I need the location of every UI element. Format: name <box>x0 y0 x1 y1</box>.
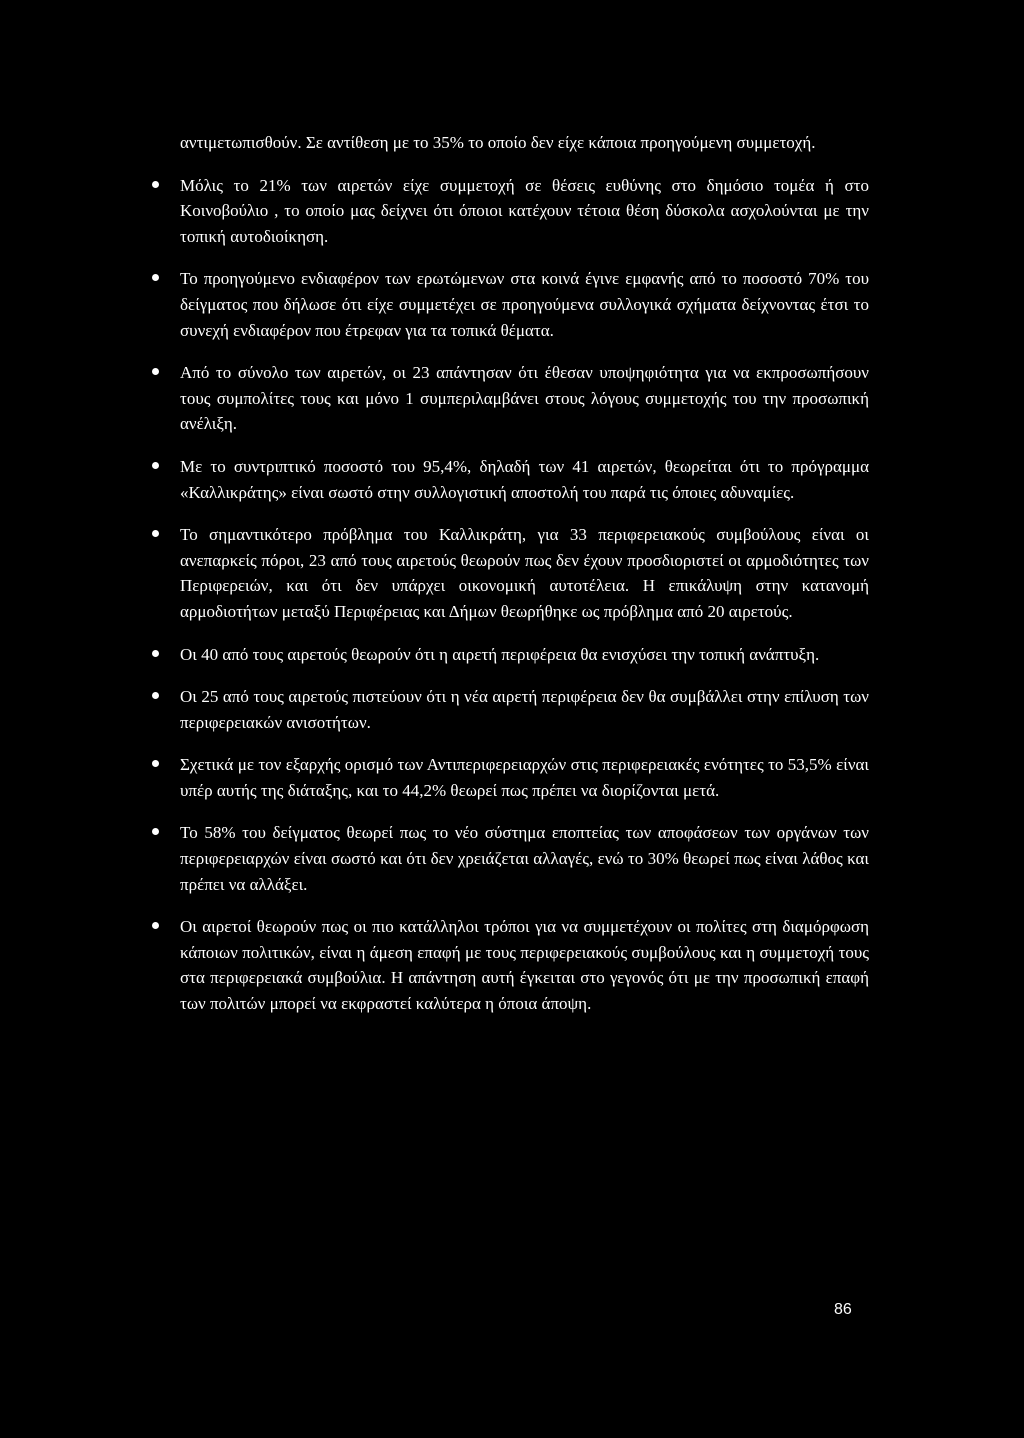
list-item-text: Οι αιρετοί θεωρούν πως οι πιο κατάλληλοι τρόποι για να συμμετέχουν οι πολίτες στη διαμόρφωση κάποιων πολιτικών, είναι η άμεση επαφή με τους περιφερειακούς συμβούλους και η συμμετοχή τους στα περιφερειακά συμβούλια. Η απάντηση αυτή έγκειται στο γεγονός ότι με την προσωπική επαφή των πολιτών μπορεί να εκφραστεί καλύτερα η όποια άποψη. <box>180 917 869 1014</box>
list-item-text: Με το συντριπτικό ποσοστό του 95,4%, δηλαδή των 41 αιρετών, θεωρείται ότι το πρόγραμμα «Καλλικράτης» είναι σωστό στην συλλογιστική αποστολή του παρά τις όποιες αδυναμίες. <box>180 456 869 502</box>
list-item <box>151 360 869 437</box>
bullet-icon <box>152 274 159 281</box>
list-item-text: Από το σύνολο των αιρετών, οι 23 απάντησαν ότι έθεσαν υποψηφιότητα για να εκπροσωπήσουν τους συμπολίτες τους και μόνο 1 συμπεριλαμβάνει στους λόγους συμμετοχής του την προσωπική ανέλιξη. <box>180 363 869 434</box>
bullet-icon <box>152 462 159 469</box>
list-item-text: Οι 40 από τους αιρετούς θεωρούν ότι η αιρετή περιφέρεια θα ενισχύσει την τοπική ανάπτυξη. <box>180 644 820 664</box>
bullet-icon <box>152 650 159 657</box>
list-item <box>151 173 869 250</box>
bullet-icon <box>152 828 159 835</box>
list-item <box>151 454 869 505</box>
list-item <box>151 642 869 668</box>
bullet-icon <box>152 368 159 375</box>
bullet-icon <box>152 922 159 929</box>
list-item <box>151 914 869 1016</box>
page-body <box>151 130 869 1017</box>
list-item-text: Οι 25 από τους αιρετούς πιστεύουν ότι η νέα αιρετή περιφέρεια δεν θα συμβάλλει στην επίλυση των περιφερειακών ανισοτήτων. <box>180 687 869 732</box>
continued-paragraph: αντιμετωπισθούν. Σε αντίθεση με το 35% το οποίο δεν είχε κάποια προηγούμενη συμμετοχή. <box>180 133 816 152</box>
bullet-icon <box>152 530 159 537</box>
page-number: 86 <box>834 1301 852 1318</box>
findings-list <box>151 173 869 1017</box>
list-item <box>151 752 869 803</box>
list-item <box>151 522 869 624</box>
list-item <box>151 684 869 735</box>
list-item <box>151 820 869 897</box>
list-item-text: Το προηγούμενο ενδιαφέρον των ερωτώμενων στα κοινά έγινε εμφανής από το ποσοστό 70% του δείγματος που δήλωσε ότι είχε συμμετέχει σε προηγούμενα συλλογικά σχήματα δείχνοντας έτσι το συνεχή ενδιαφέρον που έτρεφαν για τα τοπικά θέματα. <box>180 269 869 340</box>
list-item-text: Το σημαντικότερο πρόβλημα του Καλλικράτη, για 33 περιφερειακούς συμβούλους είναι οι ανεπαρκείς πόροι, 23 από τους αιρετούς θεωρούν πως δεν έχουν προσδιοριστεί οι αρμοδιότητες των Περιφερειών, και ότι δεν υπάρχει οικονομική αυτοτέλεια. Η επικάλυψη στην κατανομή αρμοδιοτήτων μεταξύ Περιφέρειας και Δήμων θεωρήθηκε ως πρόβλημα από 20 αιρετούς. <box>180 525 869 621</box>
list-item-text: Το 58% του δείγματος θεωρεί πως το νέο σύστημα εποπτείας των αποφάσεων των οργάνων των περιφερειαρχών είναι σωστό και ότι δεν χρειάζεται αλλαγές, ενώ το 30% θεωρεί πως είναι λάθος και πρέπει να αλλάξει. <box>180 823 869 894</box>
list-item-text: Μόλις το 21% των αιρετών είχε συμμετοχή σε θέσεις ευθύνης στο δημόσιο τομέα ή στο Κοινοβούλιο , το οποίο μας δείχνει ότι όποιοι κατέχουν τέτοια θέση δύσκολα ασχολούνται με την τοπική αυτοδιοίκηση. <box>180 175 869 246</box>
bullet-icon <box>152 760 159 767</box>
bullet-icon <box>152 181 159 188</box>
list-item-text: Σχετικά με τον εξαρχής ορισμό των Αντιπεριφερειαρχών στις περιφερειακές ενότητες το 53,5% είναι υπέρ αυτής της διάταξης, και το 44,2% θεωρεί πως πρέπει να διορίζονται μετά. <box>180 755 869 800</box>
bullet-icon <box>152 692 159 699</box>
list-item <box>151 266 869 343</box>
